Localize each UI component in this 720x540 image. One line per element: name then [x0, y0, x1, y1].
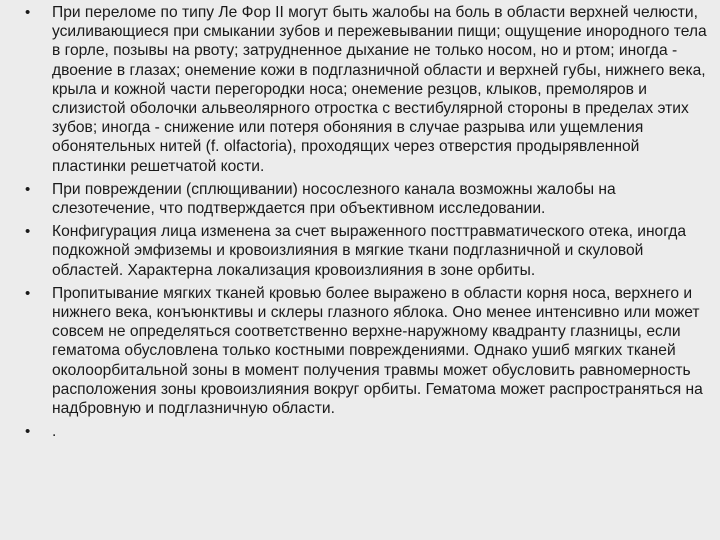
bullet-list — [25, 3, 710, 441]
bullet-icon: • — [25, 284, 31, 302]
list-item — [25, 180, 710, 218]
list-item — [25, 422, 710, 441]
list-item-text: Конфигурация лица изменена за счет выраженного посттравматического отека, иногда подкожной эмфиземы и кровоизлияния в мягкие ткани подглазничной и скуловой областей. Характерна локализация кровоизлияния в зоне орбиты. — [52, 223, 686, 279]
list-item — [25, 284, 710, 418]
list-item-text: При повреждении (сплющивании) носослезного канала возможны жалобы на слезотечение, что подтверждается при объективном исследовании. — [52, 180, 616, 218]
bullet-icon: • — [25, 223, 31, 241]
list-item-text: При переломе по типу Ле Фор II могут быть жалобы на боль в области верхней челюсти, усиливающиеся при смыкании зубов и пережевывании пищи; ощущение инородного тела в горле, позывы на рвоту; затрудненное дыхание не только носом, но и ртом; иногда - двоение в глазах; онемение кожи в подглазничной области и верхней губы, нижнего века, крыла и кожной части перегородки носа; онемение резцов, клыков, премоляров и слизистой оболочки альвеолярного отростка с вестибулярной стороны в пределах этих зубов; иногда - снижение или потеря обоняния в случае разрыва или ущемления обонятельных нитей (f. olfactoria), проходящих через отверстия продырявленной пластинки решетчатой кости. — [52, 4, 707, 175]
bullet-icon: • — [25, 180, 31, 198]
list-item-text: . — [52, 423, 57, 441]
bullet-icon: • — [25, 423, 31, 441]
list-item — [25, 222, 710, 280]
bullet-icon: • — [25, 4, 31, 21]
list-item — [25, 3, 710, 176]
list-item-text: Пропитывание мягких тканей кровью более выражено в области корня носа, верхнего и нижнего века, конъюнктивы и склеры глазного яблока. Оно менее интенсивно или может совсем не определяться соответственно верхне-наружному квадранту глазницы, если гематома обусловлена только костными повреждениями. Однако ушиб мягких тканей околоорбитальной зоны в момент получения травмы может обусловить равномерность расположения зоны кровоизлияния вокруг орбиты. Гематома может распространяться на надбровную и подглазничную области. — [52, 284, 703, 418]
